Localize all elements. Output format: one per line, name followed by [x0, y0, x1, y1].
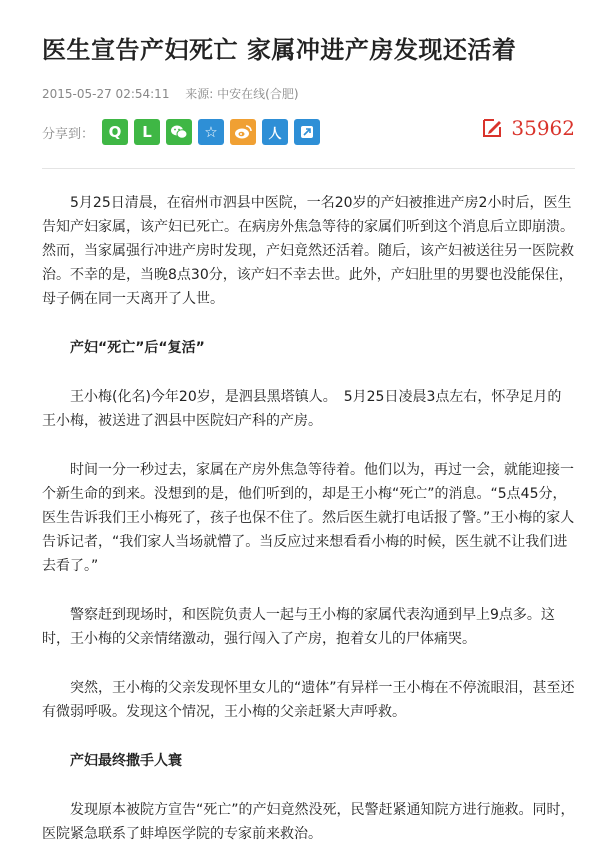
paragraph: 发现原本被院方宣告“死亡”的产妇竟然没死，民警赶紧通知院方进行施救。同时，医院紧急联系了蚌埠医学院的专家前来救治。: [42, 802, 575, 842]
share-wechat-button[interactable]: [166, 119, 192, 145]
article-title: 医生宣告产妇死亡 家属冲进产房发现还活着: [42, 35, 517, 64]
paragraph: 警察赶到现场时，和医院负责人一起与王小梅的家属代表沟通到早上9点多。这时，王小梅的父亲情绪激动，强行闯入了产房，抱着女儿的尸体痛哭。: [42, 607, 555, 647]
article-body: [42, 191, 575, 846]
publish-datetime: 2015-05-27 02:54:11: [42, 87, 170, 101]
paragraph: 时间一分一秒过去，家属在产房外焦急等待着。他们以为，再过一会，就能迎接一个新生命的到来。没想到的是，他们听到的，却是王小梅“死亡”的消息。“5点45分，医生告诉我们王小梅死了，孩子也保不住了。然后医生就打电话报了警。”王小梅的家人告诉记者，“我们家人当场就懵了。当反应过来想看看小梅的时候，医生就不让我们进去看了。”: [42, 462, 575, 574]
comment-counter[interactable]: [481, 116, 575, 140]
share-label: 分享到：: [42, 126, 95, 142]
renren-icon: 人: [268, 126, 282, 142]
section-subtitle: 产妇“死亡”后“复活”: [70, 340, 205, 356]
paragraph: 5月25日清晨，在宿州市泗县中医院，一名20岁的产妇被推进产房2小时后，医生告知产妇家属，该产妇已死亡。在病房外焦急等待的家属们听到这个消息后立即崩溃。然而，当家属强行冲进产房时发现，产妇竟然还活着。随后，该产妇被送往另一医院救治。不幸的是，当晚8点30分，该产妇不幸去世。此外，产妇肚里的男婴也没能保住，母子俩在同一天离开了人世。: [42, 195, 574, 307]
weibo-icon: [234, 124, 252, 140]
share-lofter-button[interactable]: [134, 119, 160, 145]
header-divider: [42, 168, 575, 169]
paragraph: 突然，王小梅的父亲发现怀里女儿的“遗体”有异样一王小梅在不停流眼泪，甚至还有微弱呼吸。发现这个情况，王小梅的父亲赶紧大声呼救。: [42, 680, 575, 720]
article-source: 来源: 中安在线(合肥): [185, 87, 299, 101]
share-renren-button[interactable]: [262, 119, 288, 145]
section-subtitle: 产妇最终撒手人寰: [70, 753, 182, 769]
share-weibo-button[interactable]: [230, 119, 256, 145]
lofter-icon: L: [142, 123, 152, 141]
share-qq-zone-button[interactable]: [102, 119, 128, 145]
share-square-icon: [300, 125, 314, 139]
star-icon: ☆: [204, 123, 218, 141]
comment-count: 35962: [511, 116, 575, 140]
qq-zone-icon: Q: [108, 123, 122, 141]
article-meta: [42, 85, 575, 102]
share-favorite-button[interactable]: [198, 119, 224, 145]
paragraph: 王小梅(化名)今年20岁，是泗县黑塔镇人。 5月25日凌晨3点左右，怀孕足月的王小梅，被送进了泗县中医院妇产科的产房。: [42, 389, 562, 429]
share-other-button[interactable]: [294, 119, 320, 145]
share-bar: [42, 118, 575, 146]
edit-comment-icon: [481, 117, 503, 139]
wechat-icon: [170, 124, 188, 140]
